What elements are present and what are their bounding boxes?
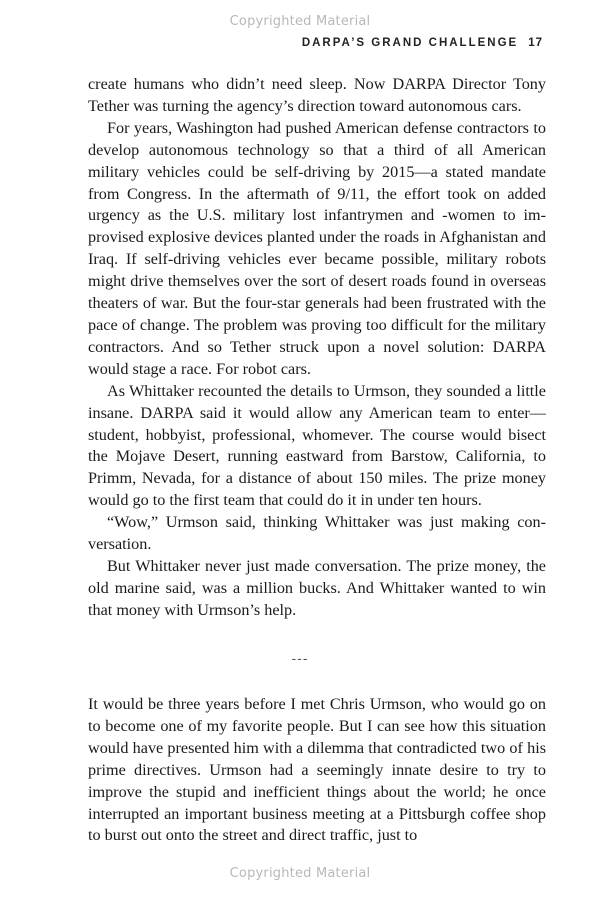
running-head — [302, 37, 543, 49]
body-text — [88, 74, 546, 622]
paragraph: create humans who didn’t need sleep. Now DARPA Director Tony Tether was turning the agency’s direction toward autonomous cars. — [88, 75, 546, 115]
paragraph: But Whittaker never just made conversation. The prize money, the old marine said, was a million bucks. And Whittaker wanted to win that money with Urmson’s help. — [88, 556, 546, 619]
paragraph: It would be three years before I met Chris Urmson, who would go on to become one of my favorite people. But I can see how this situation would have presented him with a dilemma that contradicted two of his prime directives. Urmson had a seemingly innate desire to try to improve the stupid and inefficient things about the world; he once interrupted an important business meeting at a Pittsburgh coffee shop to burst out onto the street and direct traffic, just to — [88, 695, 546, 845]
paragraph: As Whittaker recounted the details to Urmson, they sounded a little insane. DARPA said it would allow any American team to enter—student, hobbyist, professional, whomever. The course would bisect the Mojave Desert, running eastward from Barstow, California, to Primm, Nevada, for a distance of about 150 miles. The prize money would go to the first team that could do it in under ten hours. — [88, 381, 546, 510]
page-number: 17 — [528, 37, 543, 49]
body-text-section-2 — [88, 694, 546, 847]
watermark-bottom: Copyrighted Material — [229, 866, 371, 881]
section-break: --- — [291, 652, 309, 667]
paragraph: “Wow,” Urmson said, thinking Whittaker was just making conversation. — [88, 513, 546, 554]
paragraph: For years, Washington had pushed American defense contractors to develop autonomous technology so that a third of all American military vehicles could be self-driving by 2015—a stated mandate from Congress. In the aftermath of 9/11, the effort took on added urgency as the U.S. military lost infantrymen and -women to improvised explosive devices planted under the roads in Afghanistan and Iraq. If self-driving vehicles ever became possible, military robots might drive themselves over the sort of desert roads found in overseas theaters of war. But the four-star generals had been frustrated with the pace of change. The problem was proving too difficult for the military contractors. And so Tether struck upon a novel solution: DARPA would stage a race. For robot cars. — [88, 118, 546, 378]
watermark-top: Copyrighted Material — [229, 14, 371, 29]
running-head-title: DARPA’S GRAND CHALLENGE — [301, 37, 519, 49]
